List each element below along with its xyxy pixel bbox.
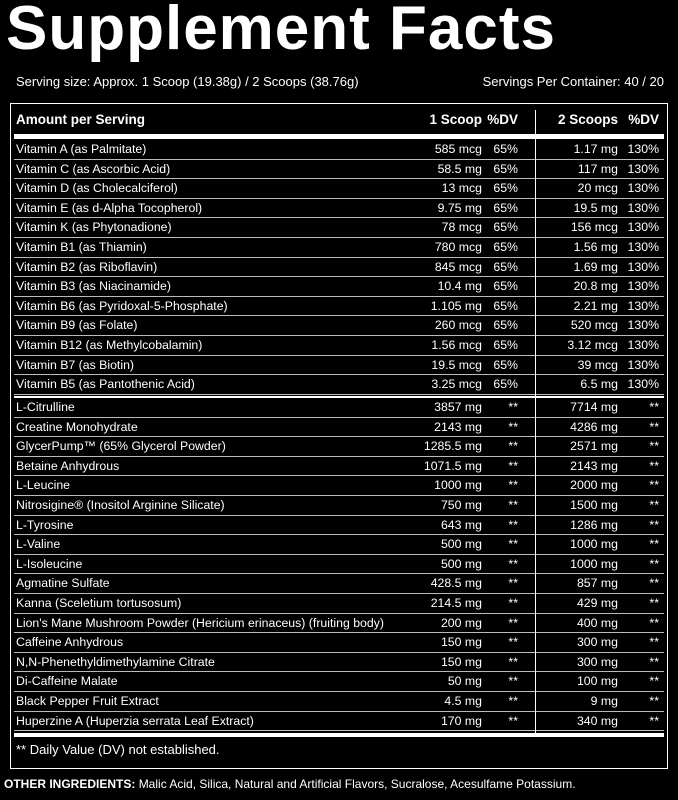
cell-name: Di-Caffeine Malate <box>16 674 118 689</box>
cell-a2: 1.56 mg <box>573 240 618 254</box>
cell-a2: 6.5 mg <box>580 377 618 392</box>
cell-a2: 20 mcg <box>577 181 618 196</box>
cell-d2: ** <box>649 694 659 708</box>
cell-a2: 9 mg <box>590 694 618 708</box>
cell-d1: ** <box>508 713 518 728</box>
cell-a1: 780 mcg <box>434 240 482 254</box>
cell-name: L-Citrulline <box>16 400 75 414</box>
cell-name: L-Isoleucine <box>16 556 83 571</box>
vitamin-row <box>14 336 664 356</box>
cell-a2: 20.8 mg <box>573 279 618 294</box>
cell-name: Vitamin B9 (as Folate) <box>16 318 138 333</box>
cell-a2: 39 mcg <box>577 357 618 372</box>
ingredient-row <box>14 437 664 457</box>
cell-name: Vitamin B1 (as Thiamin) <box>16 240 147 254</box>
column-divider <box>535 110 536 733</box>
cell-d1: ** <box>508 458 518 473</box>
cell-name: Vitamin B6 (as Pyridoxal-5-Phosphate) <box>16 298 228 313</box>
cell-d1: ** <box>508 635 518 650</box>
cell-a2: 156 mcg <box>570 220 618 235</box>
ingredient-row <box>14 574 664 594</box>
cell-a2: 300 mg <box>576 635 618 650</box>
cell-d1: 65% <box>493 220 518 235</box>
cell-d2: 130% <box>627 161 659 176</box>
ingredient-row <box>14 457 664 477</box>
cell-d2: ** <box>649 439 659 454</box>
cell-d2: 130% <box>627 318 659 333</box>
cell-d1: ** <box>508 694 518 708</box>
cell-a1: 214.5 mg <box>430 596 482 610</box>
cell-d1: 65% <box>493 240 518 254</box>
cell-d2: ** <box>649 517 659 532</box>
cell-d2: ** <box>649 674 659 689</box>
cell-name: Agmatine Sulfate <box>16 576 110 591</box>
servings-per-container: Servings Per Container: 40 / 20 <box>482 74 664 89</box>
cell-name: Vitamin B5 (as Pantothenic Acid) <box>16 377 195 392</box>
cell-a1: 50 mg <box>447 674 482 689</box>
cell-name: Vitamin D (as Cholecalciferol) <box>16 181 178 196</box>
cell-d2: ** <box>649 654 659 669</box>
cell-d2: 130% <box>627 220 659 235</box>
cell-a2: 117 mg <box>577 161 618 176</box>
cell-a2: 1500 mg <box>570 498 618 512</box>
cell-a1: 3.25 mcg <box>431 377 482 392</box>
cell-name: Vitamin B2 (as Riboflavin) <box>16 259 158 274</box>
cell-name: L-Tyrosine <box>16 517 74 532</box>
vitamin-row <box>14 140 664 160</box>
ingredient-row <box>14 614 664 634</box>
bottom-rule <box>14 733 664 737</box>
ingredient-row <box>14 535 664 555</box>
cell-name: Betaine Anhydrous <box>16 458 120 473</box>
header-scoop1: 1 Scoop <box>429 112 482 127</box>
header-dv1: %DV <box>487 112 518 127</box>
cell-a1: 78 mcg <box>441 220 482 235</box>
footnote: ** Daily Value (DV) not established. <box>16 742 220 757</box>
cell-a2: 7714 mg <box>570 400 618 414</box>
other-ingredients <box>4 777 576 791</box>
cell-d2: 130% <box>627 298 659 313</box>
cell-d2: 130% <box>627 240 659 254</box>
other-ingredients-text: Malic Acid, Silica, Natural and Artificial Flavors, Sucralose, Acesulfame Potassium. <box>138 777 576 791</box>
vitamin-row <box>14 258 664 278</box>
cell-a2: 1000 mg <box>570 537 618 552</box>
cell-a2: 520 mcg <box>570 318 618 333</box>
cell-a2: 429 mg <box>576 596 618 610</box>
cell-a2: 2.21 mg <box>573 298 618 313</box>
cell-d2: ** <box>649 556 659 571</box>
cell-name: Vitamin B7 (as Biotin) <box>16 357 135 372</box>
cell-d2: 130% <box>627 200 659 215</box>
cell-a1: 10.4 mg <box>437 279 482 294</box>
page-title: Supplement Facts <box>6 0 556 63</box>
cell-a2: 1.69 mg <box>573 259 618 274</box>
cell-d1: ** <box>508 615 518 630</box>
cell-d1: ** <box>508 478 518 493</box>
ingredient-row <box>14 496 664 516</box>
cell-d1: 65% <box>493 298 518 313</box>
ingredient-row <box>14 594 664 614</box>
cell-d2: 130% <box>627 279 659 294</box>
cell-d1: ** <box>508 576 518 591</box>
cell-name: Creatine Monohydrate <box>16 419 138 434</box>
cell-d1: 65% <box>493 181 518 196</box>
cell-a1: 500 mg <box>440 537 482 552</box>
ingredient-row <box>14 555 664 575</box>
cell-d1: ** <box>508 517 518 532</box>
ingredient-row <box>14 398 664 418</box>
cell-a1: 150 mg <box>440 635 482 650</box>
vitamin-row <box>14 297 664 317</box>
cell-d1: 65% <box>493 161 518 176</box>
cell-d1: ** <box>508 596 518 610</box>
cell-a1: 1285.5 mg <box>423 439 482 454</box>
cell-a2: 2000 mg <box>570 478 618 493</box>
cell-d2: 130% <box>627 357 659 372</box>
table-header <box>14 110 664 130</box>
cell-d2: ** <box>649 635 659 650</box>
cell-d2: ** <box>649 419 659 434</box>
cell-a2: 4286 mg <box>570 419 618 434</box>
cell-d1: ** <box>508 537 518 552</box>
cell-d1: ** <box>508 654 518 669</box>
cell-a2: 400 mg <box>576 615 618 630</box>
cell-name: Vitamin A (as Palmitate) <box>16 142 147 156</box>
cell-a1: 170 mg <box>440 713 482 728</box>
cell-d2: ** <box>649 596 659 610</box>
vitamin-row <box>14 375 664 395</box>
cell-a1: 2143 mg <box>434 419 482 434</box>
cell-a2: 857 mg <box>576 576 618 591</box>
section-rule <box>14 396 664 398</box>
cell-name: Vitamin E (as d-Alpha Tocopherol) <box>16 200 203 215</box>
cell-d2: ** <box>649 537 659 552</box>
cell-a2: 100 mg <box>576 674 618 689</box>
vitamin-row <box>14 218 664 238</box>
cell-d1: 65% <box>493 142 518 156</box>
cell-a1: 9.75 mg <box>437 200 482 215</box>
vitamin-row <box>14 316 664 336</box>
cell-name: N,N-Phenethyldimethylamine Citrate <box>16 654 215 669</box>
cell-a1: 643 mg <box>440 517 482 532</box>
cell-d2: 130% <box>627 181 659 196</box>
cell-a2: 2571 mg <box>570 439 618 454</box>
cell-name: Caffeine Anhydrous <box>16 635 124 650</box>
cell-a1: 845 mcg <box>434 259 482 274</box>
vitamin-row <box>14 199 664 219</box>
cell-a1: 1.105 mg <box>430 298 482 313</box>
cell-name: Vitamin B12 (as Methylcobalamin) <box>16 338 203 352</box>
cell-d2: 130% <box>627 377 659 392</box>
cell-a2: 3.12 mcg <box>567 338 618 352</box>
cell-d1: 65% <box>493 259 518 274</box>
cell-d2: ** <box>649 576 659 591</box>
cell-d1: ** <box>508 400 518 414</box>
cell-a2: 300 mg <box>576 654 618 669</box>
cell-d2: ** <box>649 498 659 512</box>
ingredient-row <box>14 418 664 438</box>
cell-name: Lion's Mane Mushroom Powder (Hericium erinaceus) (fruiting body) <box>16 615 384 630</box>
cell-d2: 130% <box>627 338 659 352</box>
cell-d1: ** <box>508 439 518 454</box>
cell-name: Vitamin C (as Ascorbic Acid) <box>16 161 171 176</box>
vitamin-row <box>14 160 664 180</box>
cell-a1: 13 mcg <box>441 181 482 196</box>
ingredient-row <box>14 516 664 536</box>
cell-a1: 260 mcg <box>434 318 482 333</box>
cell-name: Vitamin K (as Phytonadione) <box>16 220 172 235</box>
cell-name: Nitrosigine® (Inositol Arginine Silicate) <box>16 498 225 512</box>
cell-a2: 19.5 mg <box>573 200 618 215</box>
ingredient-row <box>14 712 664 732</box>
cell-a1: 500 mg <box>440 556 482 571</box>
cell-name: GlycerPump™ (65% Glycerol Powder) <box>16 439 226 454</box>
cell-a2: 1000 mg <box>570 556 618 571</box>
cell-a1: 1071.5 mg <box>423 458 482 473</box>
header-amount: Amount per Serving <box>16 112 146 127</box>
cell-name: Huperzine A (Huperzia serrata Leaf Extract) <box>16 713 254 728</box>
cell-name: Kanna (Sceletium tortusosum) <box>16 596 182 610</box>
cell-d2: ** <box>649 713 659 728</box>
cell-d2: ** <box>649 615 659 630</box>
cell-d1: 65% <box>493 318 518 333</box>
cell-name: Black Pepper Fruit Extract <box>16 694 159 708</box>
cell-d1: 65% <box>493 357 518 372</box>
cell-a1: 200 mg <box>440 615 482 630</box>
cell-d2: 130% <box>627 142 659 156</box>
cell-a2: 2143 mg <box>570 458 618 473</box>
vitamin-row <box>14 179 664 199</box>
header-dv2: %DV <box>628 112 659 127</box>
cell-d2: 130% <box>627 259 659 274</box>
cell-d1: ** <box>508 674 518 689</box>
cell-d1: ** <box>508 419 518 434</box>
cell-name: Vitamin B3 (as Niacinamide) <box>16 279 171 294</box>
cell-d1: ** <box>508 498 518 512</box>
header-rule <box>14 134 664 139</box>
cell-d1: 65% <box>493 279 518 294</box>
cell-a1: 150 mg <box>440 654 482 669</box>
cell-name: L-Leucine <box>16 478 71 493</box>
cell-d2: ** <box>649 478 659 493</box>
cell-d1: 65% <box>493 377 518 392</box>
ingredient-row <box>14 476 664 496</box>
ingredient-row <box>14 653 664 673</box>
cell-a2: 1.17 mg <box>573 142 618 156</box>
cell-a1: 1000 mg <box>434 478 482 493</box>
cell-a1: 750 mg <box>440 498 482 512</box>
cell-a2: 1286 mg <box>570 517 618 532</box>
cell-a1: 19.5 mcg <box>431 357 482 372</box>
cell-a2: 340 mg <box>576 713 618 728</box>
cell-d1: 65% <box>493 200 518 215</box>
cell-a1: 585 mcg <box>434 142 482 156</box>
cell-d2: ** <box>649 400 659 414</box>
vitamin-row <box>14 356 664 376</box>
cell-d1: 65% <box>493 338 518 352</box>
vitamin-row <box>14 238 664 258</box>
ingredient-row <box>14 692 664 712</box>
cell-a1: 3857 mg <box>434 400 482 414</box>
header-scoop2: 2 Scoops <box>557 112 618 127</box>
cell-d1: ** <box>508 556 518 571</box>
vitamin-row <box>14 277 664 297</box>
ingredient-row <box>14 672 664 692</box>
other-ingredients-label: OTHER INGREDIENTS: <box>4 777 136 791</box>
cell-a1: 58.5 mg <box>437 161 482 176</box>
serving-size: Serving size: Approx. 1 Scoop (19.38g) / 2 Scoops (38.76g) <box>16 74 359 89</box>
cell-a1: 1.56 mcg <box>431 338 482 352</box>
cell-d2: ** <box>649 458 659 473</box>
ingredient-row <box>14 633 664 653</box>
cell-a1: 4.5 mg <box>444 694 482 708</box>
cell-name: L-Valine <box>16 537 61 552</box>
cell-a1: 428.5 mg <box>430 576 482 591</box>
